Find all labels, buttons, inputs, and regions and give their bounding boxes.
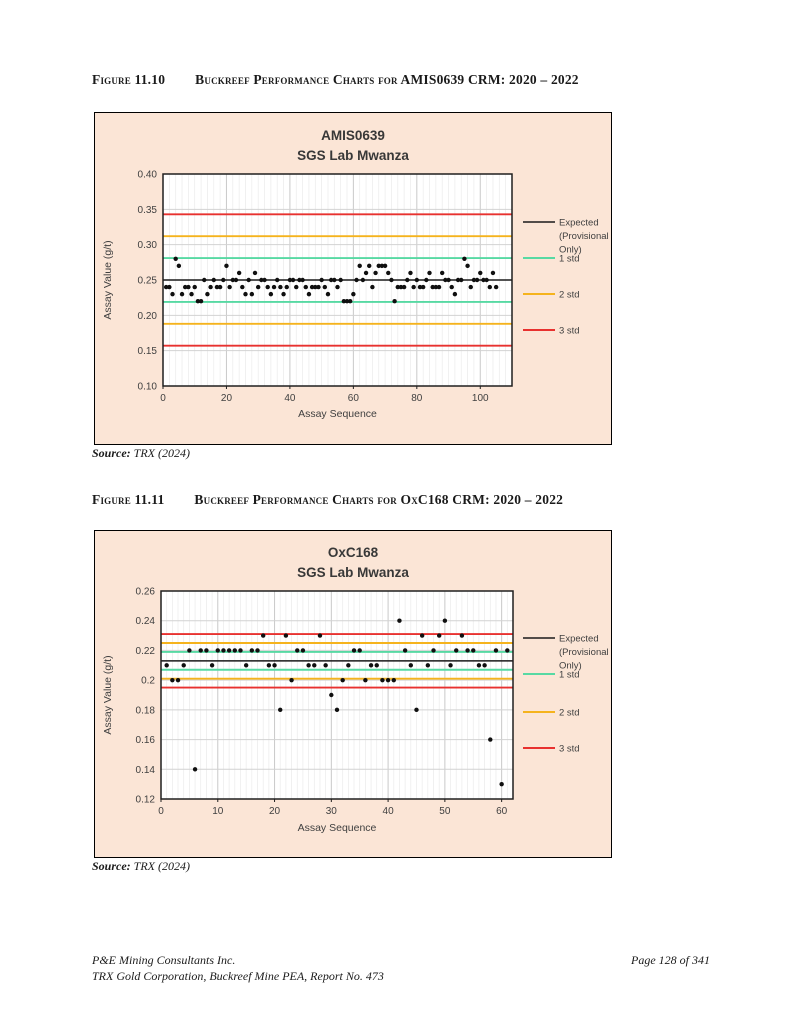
scatter-point xyxy=(227,285,231,289)
scatter-point xyxy=(459,278,463,282)
scatter-point xyxy=(224,264,228,268)
amis0639-performance-chart xyxy=(94,112,612,445)
y-axis-title: Assay Value (g/t) xyxy=(102,655,114,735)
x-tick-label: 100 xyxy=(471,393,489,404)
scatter-point xyxy=(218,285,222,289)
scatter-point xyxy=(491,271,495,275)
x-tick-label: 20 xyxy=(220,393,233,404)
x-tick-label: 60 xyxy=(496,806,508,817)
scatter-point xyxy=(386,678,390,682)
scatter-point xyxy=(348,299,352,303)
y-tick-label: 0.10 xyxy=(137,381,157,393)
scatter-point xyxy=(291,278,295,282)
y-tick-label: 0.25 xyxy=(137,275,157,287)
figure-caption-11-10 xyxy=(92,72,732,88)
legend-label: 1 std xyxy=(559,669,580,681)
scatter-point xyxy=(389,278,393,282)
legend-label: Expected xyxy=(559,633,599,645)
scatter-point xyxy=(361,278,365,282)
scatter-point xyxy=(281,292,285,296)
legend-label: 3 std xyxy=(559,743,580,755)
y-tick-label: 0.18 xyxy=(135,705,155,717)
scatter-point xyxy=(443,619,447,623)
x-tick-label: 40 xyxy=(382,806,394,817)
scatter-point xyxy=(233,648,237,652)
scatter-point xyxy=(397,619,401,623)
scatter-point xyxy=(383,264,387,268)
scatter-point xyxy=(484,278,488,282)
scatter-point xyxy=(363,678,367,682)
source-text: TRX (2024) xyxy=(133,446,190,460)
scatter-point xyxy=(177,264,181,268)
scatter-point xyxy=(244,663,248,667)
scatter-point xyxy=(340,678,344,682)
scatter-point xyxy=(415,278,419,282)
scatter-point xyxy=(323,663,327,667)
scatter-point xyxy=(272,663,276,667)
scatter-point xyxy=(471,648,475,652)
x-tick-label: 0 xyxy=(158,806,164,817)
figure-title: Buckreef Performance Charts for OxC168 CRM: 2020 – 2022 xyxy=(194,492,564,507)
scatter-point xyxy=(380,678,384,682)
x-tick-label: 0 xyxy=(160,393,166,404)
scatter-point xyxy=(182,663,186,667)
scatter-point xyxy=(427,271,431,275)
scatter-point xyxy=(494,285,498,289)
scatter-point xyxy=(180,292,184,296)
source-text: TRX (2024) xyxy=(133,859,190,873)
scatter-point xyxy=(426,663,430,667)
x-tick-label: 60 xyxy=(347,393,359,404)
scatter-point xyxy=(221,278,225,282)
scatter-point xyxy=(469,285,473,289)
legend-label: Expected xyxy=(559,217,599,229)
scatter-point xyxy=(186,285,190,289)
scatter-point xyxy=(465,264,469,268)
chart-canvas xyxy=(95,113,611,444)
x-tick-label: 50 xyxy=(439,806,451,817)
y-tick-label: 0.14 xyxy=(135,764,155,776)
scatter-point xyxy=(405,278,409,282)
scatter-point xyxy=(227,648,231,652)
scatter-point xyxy=(448,663,452,667)
scatter-point xyxy=(354,278,358,282)
scatter-point xyxy=(424,278,428,282)
scatter-point xyxy=(256,285,260,289)
legend-label: (Provisional xyxy=(559,647,609,658)
scatter-point xyxy=(250,292,254,296)
scatter-point xyxy=(367,264,371,268)
scatter-point xyxy=(278,708,282,712)
scatter-point xyxy=(238,648,242,652)
scatter-point xyxy=(450,285,454,289)
figure-number: Figure 11.10 xyxy=(92,72,166,87)
y-tick-label: 0.40 xyxy=(137,169,157,181)
y-tick-label: 0.26 xyxy=(135,586,155,598)
scatter-point xyxy=(370,285,374,289)
scatter-point xyxy=(332,278,336,282)
scatter-point xyxy=(246,278,250,282)
scatter-point xyxy=(275,278,279,282)
x-tick-label: 40 xyxy=(284,393,296,404)
scatter-point xyxy=(351,292,355,296)
scatter-point xyxy=(212,278,216,282)
scatter-point xyxy=(326,292,330,296)
y-tick-label: 0.24 xyxy=(135,616,155,628)
scatter-point xyxy=(266,285,270,289)
scatter-point xyxy=(488,285,492,289)
scatter-point xyxy=(284,633,288,637)
legend-label: 2 std xyxy=(559,707,580,719)
scatter-point xyxy=(205,292,209,296)
scatter-point xyxy=(167,285,171,289)
scatter-point xyxy=(221,648,225,652)
scatter-point xyxy=(307,292,311,296)
legend-label: 1 std xyxy=(559,253,580,265)
scatter-point xyxy=(204,648,208,652)
figure-title: Buckreef Performance Charts for AMIS0639 CRM: 2020 – 2022 xyxy=(195,72,579,87)
scatter-point xyxy=(170,678,174,682)
scatter-point xyxy=(437,633,441,637)
scatter-point xyxy=(289,678,293,682)
footer-report-title: TRX Gold Corporation, Buckreef Mine PEA, Report No. 473 xyxy=(92,969,384,983)
scatter-point xyxy=(475,278,479,282)
scatter-point xyxy=(267,663,271,667)
chart-subtitle: SGS Lab Mwanza xyxy=(297,148,409,163)
scatter-point xyxy=(454,648,458,652)
scatter-point xyxy=(261,633,265,637)
scatter-point xyxy=(306,663,310,667)
scatter-point xyxy=(409,663,413,667)
scatter-point xyxy=(358,264,362,268)
scatter-point xyxy=(386,271,390,275)
scatter-point xyxy=(316,285,320,289)
scatter-point xyxy=(392,299,396,303)
y-tick-label: 0.22 xyxy=(135,645,155,657)
scatter-point xyxy=(440,271,444,275)
scatter-point xyxy=(323,285,327,289)
legend-label: 2 std xyxy=(559,289,580,301)
x-axis-title: Assay Sequence xyxy=(298,408,377,420)
figure-caption-11-11 xyxy=(92,492,732,508)
scatter-point xyxy=(250,648,254,652)
y-tick-label: 0.16 xyxy=(135,735,155,747)
legend-label: (Provisional xyxy=(559,231,609,242)
scatter-point xyxy=(300,278,304,282)
scatter-point xyxy=(294,285,298,289)
page-footer xyxy=(92,952,710,984)
scatter-point xyxy=(255,648,259,652)
scatter-point xyxy=(373,271,377,275)
scatter-point xyxy=(460,633,464,637)
scatter-point xyxy=(358,648,362,652)
scatter-point xyxy=(453,292,457,296)
y-axis-title: Assay Value (g/t) xyxy=(102,240,114,320)
x-tick-label: 20 xyxy=(268,806,281,817)
scatter-point xyxy=(208,285,212,289)
scatter-point xyxy=(301,648,305,652)
scatter-point xyxy=(392,678,396,682)
figure-number: Figure 11.11 xyxy=(92,492,165,507)
scatter-point xyxy=(408,271,412,275)
scatter-point xyxy=(421,285,425,289)
scatter-point xyxy=(210,663,214,667)
x-tick-label: 10 xyxy=(212,806,224,817)
scatter-point xyxy=(420,633,424,637)
scatter-point xyxy=(234,278,238,282)
source-note-1 xyxy=(92,446,190,461)
footer-company: P&E Mining Consultants Inc. xyxy=(92,953,236,967)
scatter-point xyxy=(272,285,276,289)
scatter-point xyxy=(465,648,469,652)
scatter-point xyxy=(187,648,191,652)
scatter-point xyxy=(170,292,174,296)
scatter-point xyxy=(364,271,368,275)
x-tick-label: 30 xyxy=(325,806,337,817)
footer-page-number: Page 128 of 341 xyxy=(631,953,710,967)
scatter-point xyxy=(338,278,342,282)
chart-canvas xyxy=(95,531,611,857)
scatter-point xyxy=(295,648,299,652)
scatter-point xyxy=(278,285,282,289)
scatter-point xyxy=(329,693,333,697)
scatter-point xyxy=(402,285,406,289)
scatter-point xyxy=(369,663,373,667)
scatter-point xyxy=(352,648,356,652)
source-note-2 xyxy=(92,859,190,874)
legend-label: 3 std xyxy=(559,325,580,337)
scatter-point xyxy=(304,285,308,289)
scatter-point xyxy=(462,257,466,261)
scatter-point xyxy=(176,678,180,682)
scatter-point xyxy=(403,648,407,652)
scatter-point xyxy=(431,648,435,652)
legend-label: Only) xyxy=(559,660,582,672)
x-axis-title: Assay Sequence xyxy=(297,822,377,834)
chart-title: AMIS0639 xyxy=(321,128,385,143)
legend-label: Only) xyxy=(559,244,582,256)
scatter-point xyxy=(202,278,206,282)
scatter-point xyxy=(216,648,220,652)
scatter-point xyxy=(482,663,486,667)
scatter-point xyxy=(346,663,350,667)
scatter-point xyxy=(193,767,197,771)
scatter-point xyxy=(318,633,322,637)
source-label: Source: xyxy=(92,859,131,873)
y-tick-label: 0.35 xyxy=(137,204,157,216)
y-tick-label: 0.30 xyxy=(137,240,157,252)
scatter-point xyxy=(335,285,339,289)
scatter-point xyxy=(319,278,323,282)
scatter-point xyxy=(253,271,257,275)
scatter-point xyxy=(285,285,289,289)
scatter-point xyxy=(240,285,244,289)
scatter-point xyxy=(446,278,450,282)
scatter-point xyxy=(312,663,316,667)
source-label: Source: xyxy=(92,446,131,460)
chart-subtitle: SGS Lab Mwanza xyxy=(297,565,409,580)
scatter-point xyxy=(173,257,177,261)
scatter-point xyxy=(189,292,193,296)
scatter-point xyxy=(193,285,197,289)
scatter-point xyxy=(478,271,482,275)
scatter-point xyxy=(237,271,241,275)
scatter-point xyxy=(488,737,492,741)
x-tick-label: 80 xyxy=(411,393,423,404)
y-tick-label: 0.15 xyxy=(137,346,157,358)
chart-title: OxC168 xyxy=(327,545,379,560)
scatter-point xyxy=(199,299,203,303)
scatter-point xyxy=(375,663,379,667)
oxc168-performance-chart xyxy=(94,530,612,858)
y-tick-label: 0.2 xyxy=(141,675,155,687)
scatter-point xyxy=(199,648,203,652)
scatter-point xyxy=(243,292,247,296)
scatter-point xyxy=(335,708,339,712)
scatter-point xyxy=(164,663,168,667)
scatter-point xyxy=(269,292,273,296)
scatter-point xyxy=(262,278,266,282)
scatter-point xyxy=(499,782,503,786)
y-tick-label: 0.20 xyxy=(137,310,157,322)
scatter-point xyxy=(437,285,441,289)
scatter-point xyxy=(494,648,498,652)
y-tick-label: 0.12 xyxy=(135,794,155,806)
scatter-point xyxy=(477,663,481,667)
scatter-point xyxy=(414,708,418,712)
scatter-point xyxy=(411,285,415,289)
scatter-point xyxy=(505,648,509,652)
